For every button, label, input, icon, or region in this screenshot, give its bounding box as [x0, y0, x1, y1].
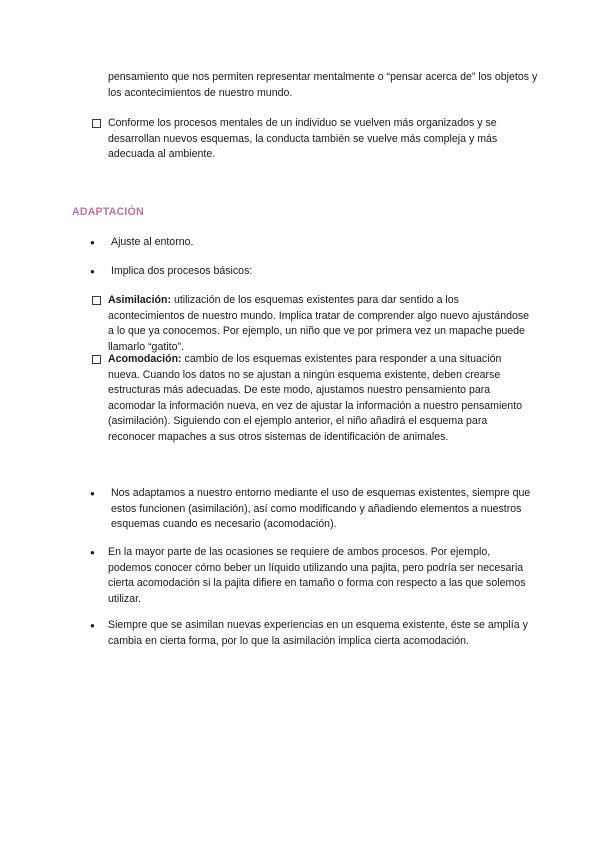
checkbox-item-asimilacion: [108, 293, 536, 355]
bullet-icon: ●: [90, 489, 95, 498]
checkbox-item-acomodacion: [108, 352, 536, 445]
bullet-icon: ●: [90, 548, 95, 557]
bullet-item-text: Implica dos procesos básicos:: [111, 265, 253, 277]
term-definition: cambio de los esquemas existentes para responder a una situación nueva. Cuando los datos no se ajustan a ningún esquema existente, deben crearse estructuras más adecuadas. De este modo, ajustamos nuestro pensamiento para acomodar la información nueva, en vez de ajustar la información a nuestro pensamiento (asimilación). Siguiendo con el ejemplo anterior, el niño añadirá el esquema para reconocer mapaches a sus otros sistemas de identificación de animales.: [108, 353, 522, 443]
section-heading: ADAPTACIÓN: [72, 206, 144, 218]
checkbox-icon: [92, 355, 101, 364]
checkbox-icon: [92, 119, 101, 128]
checkbox-icon: [92, 296, 101, 305]
bullet-item-text: Nos adaptamos a nuestro entorno mediante el uso de esquemas existentes, siempre que estos funcionen (asimilación), así como modificando y añadiendo elementos a nuestros esquemas cuando es necesario (acomodación).: [111, 487, 531, 530]
continuation-paragraph: pensamiento que nos permiten representar mentalmente o “pensar acerca de” los objetos y los acontecimientos de nuestro mundo.: [108, 71, 538, 99]
bullet-icon: ●: [90, 267, 95, 276]
term-label: Asimilación:: [108, 294, 171, 306]
bullet-item-text: Siempre que se asimilan nuevas experiencias en un esquema existente, éste se amplía y cambia en cierta forma, por lo que la asimilación implica cierta acomodación.: [108, 619, 528, 647]
checkbox-item-text: Conforme los procesos mentales de un individuo se vuelven más organizados y se desarrollan nuevos esquemas, la conducta también se vuelve más compleja y más adecuada al ambiente.: [108, 117, 498, 160]
bullet-item-text: Ajuste al entorno.: [111, 236, 194, 248]
term-definition: utilización de los esquemas existentes para dar sentido a los acontecimientos de nuestro mundo. Implica tratar de comprender algo nuevo ajustándose a lo que ya conocemos. Por ejemplo, un niño que ve por primera vez un mapache puede llamarlo “gatito”.: [108, 294, 530, 353]
term-label: Acomodación:: [108, 353, 182, 365]
bullet-item-text: En la mayor parte de las ocasiones se requiere de ambos procesos. Por ejemplo, podemos conocer cómo beber un líquido utilizando una pajita, pero podría ser necesaria cierta acomodación si la pajita difiere en tamaño o forma con respecto a las que solemos utilizar.: [108, 546, 526, 605]
bullet-icon: ●: [90, 621, 95, 630]
bullet-icon: ●: [90, 238, 95, 247]
